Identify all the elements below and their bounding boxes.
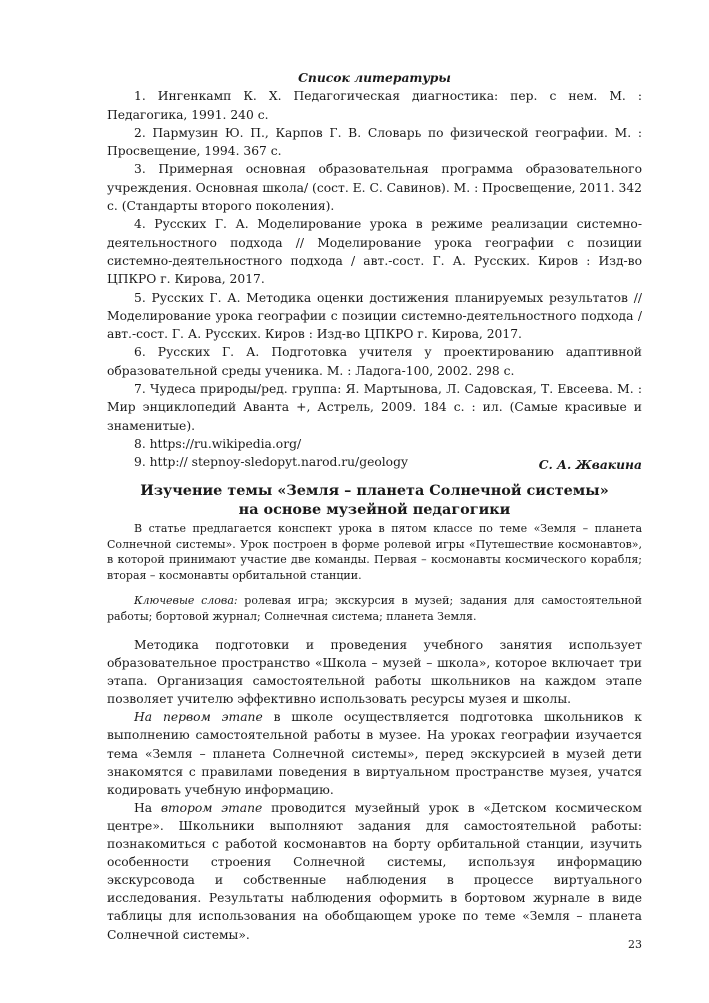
article-body (107, 636, 642, 944)
references-heading: Список литературы (298, 70, 451, 85)
reference-item: 3. Примерная основная образовательная программа образовательного учреждения. Основная школа/ (сост. Е. С. Савинов). М. : Просвещение, 2011. 342 с. (Стандарты второго поколения). (107, 162, 642, 214)
reference-item: 4. Русских Г. А. Моделирование урока в режиме реализации системно-деятельностного подхода // Моделирование урока географии с позиции системно-деятельностного подхода / авт.-сост. Г. А. Русских. Киров : Изд-во ЦПКРО г. Кирова, 2017. (107, 217, 642, 287)
reference-item: 5. Русских Г. А. Методика оценки достижения планируемых результатов // Моделирование урока географии с позиции системно-деятельностного подхода / авт.-сост. Г. А. Русских. Киров : Изд-во ЦПКРО г. Кирова, 2017. (107, 290, 642, 342)
reference-item: 8. https://ru.wikipedia.org/ (134, 436, 302, 451)
body-paragraph: Методика подготовки и проведения учебного занятия использует образовательное пространство «Школа – музей – школа», которое включает три этапа. Организация самостоятельной работы школьников на каждом этапе позволяет учителю эффективно использовать ресурсы музея и школы. (107, 638, 642, 707)
article-keywords (107, 593, 642, 624)
references-section (107, 69, 642, 472)
article-title (107, 481, 642, 519)
emphasis-text: втором этапе (160, 800, 263, 815)
reference-item: 6. Русских Г. А. Подготовка учителя у проектированию адаптивной образовательной среды ученика. М. : Ладога-100, 2002. 298 с. (107, 345, 642, 378)
article-title-line: Изучение темы «Земля – планета Солнечной системы» (140, 482, 609, 499)
abstract-text: В статье предлагается конспект урока в пятом классе по теме «Земля – планета Солнечной системы». Урок построен в форме ролевой игры «Путешествие космонавтов», в которой принимают участие две команды. Первая – космонавты космического корабля; вторая – космонавты орбитальной станции. (107, 522, 642, 583)
reference-item: 2. Пармузин Ю. П., Карпов Г. В. Словарь по физической географии. М. : Просвещение, 1994. 367 с. (107, 125, 642, 159)
paragraph-text: На (134, 800, 161, 815)
reference-item: 1. Ингенкамп К. Х. Педагогическая диагностика: пер. с нем. М. : Педагогика, 1991. 240 с. (107, 89, 642, 122)
paragraph-text: в школе осуществляется подготовка школьников к выполнению самостоятельной работы в музее. На уроках географии изучается тема «Земля – планета Солнечной системы», перед экскурсией в музей дети знакомятся с правилами поведения в виртуальном пространстве музея, учатся кодировать учебную информацию. (107, 710, 642, 797)
body-paragraph (107, 708, 642, 798)
body-paragraph (107, 799, 642, 944)
reference-item: 7. Чудеса природы/ред. группа: Я. Мартынова, Л. Садовская, Т. Евсеева. М. : Мир энциклопедий Аванта +, Астрель, 2009. 184 с. : ил. (Самые красивые и знаменитые). (107, 382, 642, 433)
article-title-line: на основе музейной педагогики (238, 501, 511, 518)
paragraph-text: проводится музейный урок в «Детском космическом центре». Школьники выполняют задания для самостоятельной работы: познакомиться с работой космонавтов на борту орбитальной станции, изучить особенности строения Солнечной системы, используя информацию экскурсовода и собственные наблюдения в процессе виртуального исследования. Результаты наблюдения оформить в бортовом журнале в виде таблицы для использования на обобщающем уроке по теме «Земля – планета Солнечной системы». (107, 800, 642, 942)
reference-item: 9. http:// stepnoy-sledopyt.narod.ru/geology (134, 455, 408, 470)
keywords-text: ролевая игра; экскурсия в музей; задания для самостоятельной работы; бортовой журнал; Солнечная система; планета Земля. (107, 594, 643, 623)
page-number: 23 (628, 938, 642, 951)
emphasis-text: На первом этапе (134, 710, 263, 725)
article-author: С. А. Жвакина (538, 457, 642, 472)
keywords-label: Ключевые слова: (134, 594, 238, 607)
article-abstract (107, 521, 642, 584)
keywords-paragraph (107, 593, 642, 624)
